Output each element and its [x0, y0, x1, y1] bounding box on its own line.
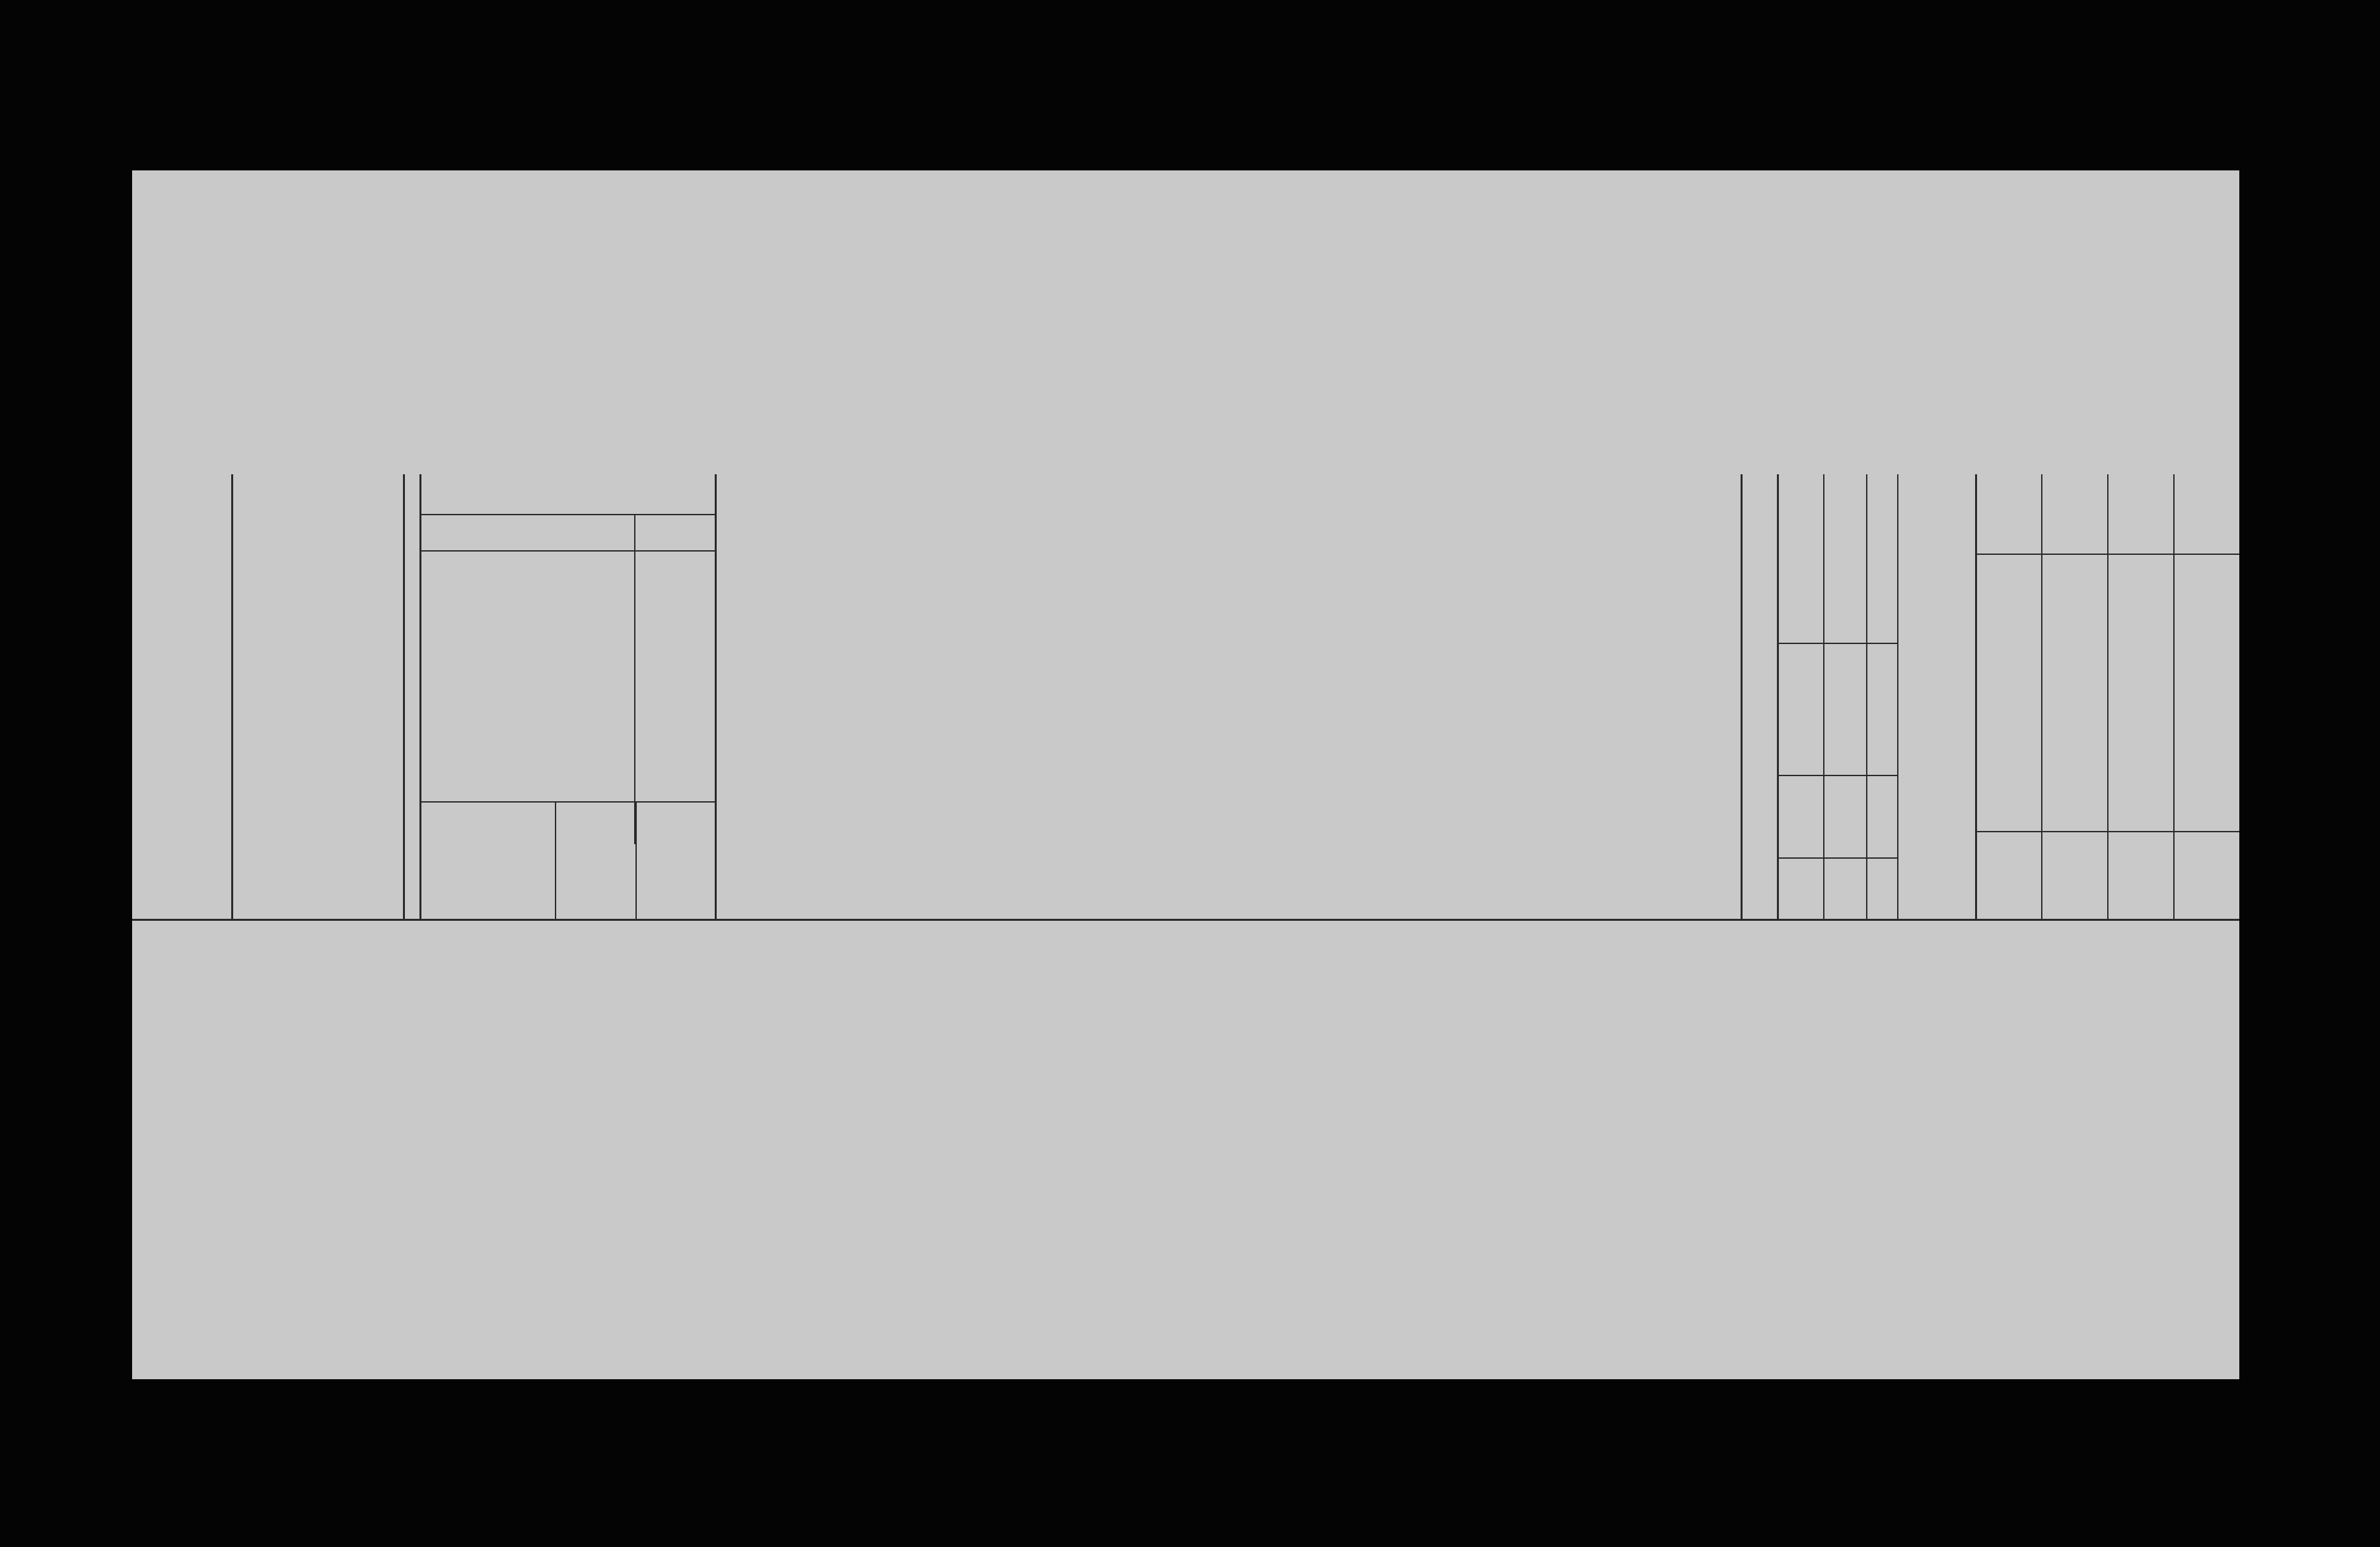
middle-section [132, 474, 2239, 923]
lease-table [132, 920, 2239, 1383]
crops-table [132, 170, 2239, 474]
census-card [132, 170, 2239, 1379]
